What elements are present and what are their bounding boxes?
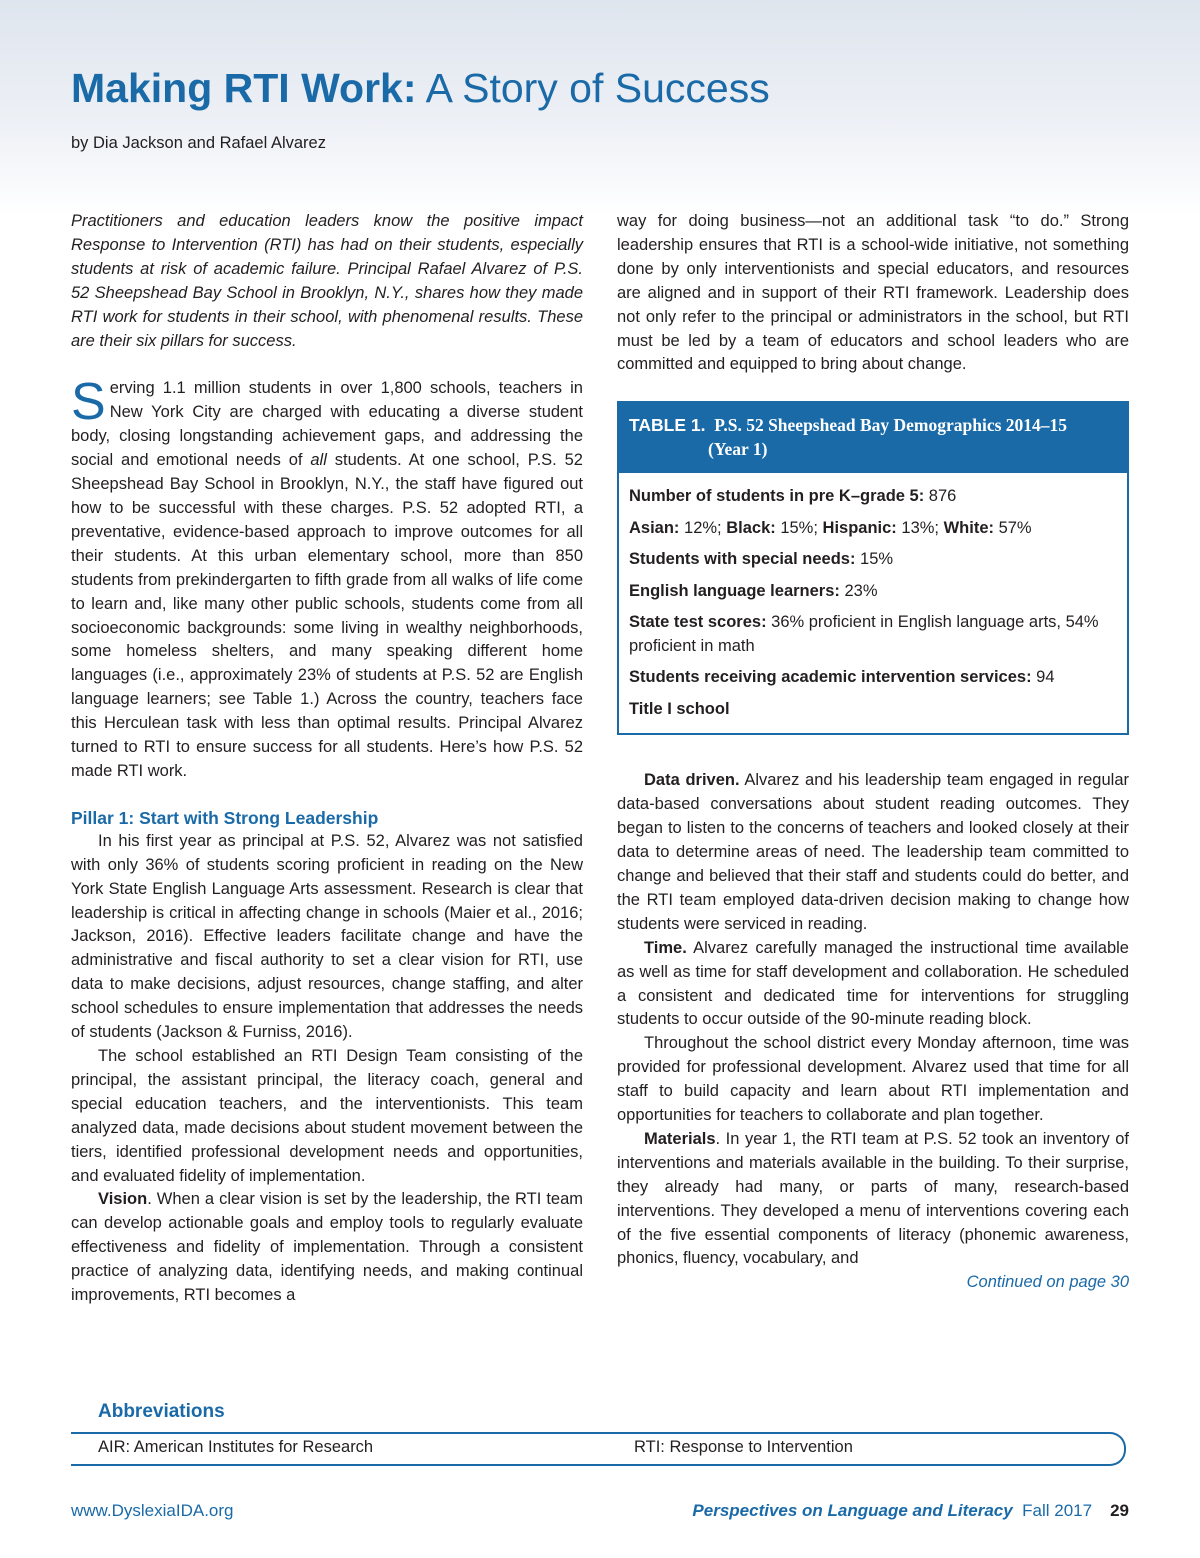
title-rest: A Story of Success xyxy=(425,65,770,111)
time-label: Time. xyxy=(644,938,687,957)
body-p1-b: students. At one school, P.S. 52 Sheepshead Bay School in Brooklyn, N.Y., the staff have figured out how to be successful with these charges. P.S. 52 adopted RTI, a preventative, evidence-based approach to improve outcomes for all their students. At this urban elementary school, more than 850 students from prekindergarten to fifth grade from all walks of life come to learn and, like many other public schools, students come from all socioeconomic backgrounds: some living in wealthy neighborhoods, some homeless shelters, and many speaking different home languages (i.e., approximately 23% of students at P.S. 52 are English language learners; see Table 1.) Across the country, teachers face this Herculean task with less than optimal results. Principal Alvarez turned to RTI to ensure success for all students. Here’s how P.S. 52 made RTI work. xyxy=(71,451,583,780)
materials-text: . In year 1, the RTI team at P.S. 52 took an inventory of interventions and materials available in the building. To their surprise, they already had many, or parts of many, research-based interventions. They developed a menu of interventions covering each of the five essential components of literacy (phonemic awareness, phonics, fluency, vocabulary, and xyxy=(617,1129,1129,1268)
vision-text: . When a clear vision is set by the leadership, the RTI team can develop actionable goals and employ tools to regularly evaluate effectiveness and fidelity of implementation. Through a consistent practice of analyzing data, identifying needs, and making continual improvements, RTI becomes a xyxy=(71,1190,583,1305)
table-body xyxy=(619,473,1127,733)
data-driven-label: Data driven. xyxy=(644,771,740,790)
table-label: TABLE 1. xyxy=(629,415,706,436)
intro-paragraph: Practitioners and education leaders know the positive impact Response to Intervention (RTI) has had on their students, especially students at risk of academic failure. Principal Rafael Alvarez of P.S. 52 Sheepshead Bay School in Brooklyn, N.Y., shares how they made RTI work for students in their school, with phenomenal results. These are their six pillars for success. xyxy=(71,212,583,350)
pillar-1-paragraph-1: In his first year as principal at P.S. 52, Alvarez was not satisfied with only 36% of students scoring proficient in reading on the New York State English Language Arts assessment. Research is clear that leadership is critical in affecting change in schools (Maier et al., 2016; Jackson, 2016). Effective leaders facilitate change and have the administrative and fiscal authority to set a clear vision for RTI, use data to make decisions, adjust resources, change staffing, and alter school schedules to ensure implementation that addresses the needs of students (Jackson & Furniss, 2016). xyxy=(71,831,583,1042)
right-paragraph-1: way for doing business—not an additional task “to do.” Strong leadership ensures that RTI is a school-wide initiative, not something done by only interventionists and special educators, and resources are aligned and in support of their RTI framework. Leadership does not only refer to the principal or administrators in the school, but RTI must be led by a team of educators and school leaders who are committed and equipped to bring about change. xyxy=(617,212,1129,374)
row-value: 12%; xyxy=(679,518,727,537)
row-value: 15% xyxy=(855,550,894,569)
row-value: 13%; xyxy=(896,518,944,537)
row-label: Hispanic: xyxy=(822,518,897,537)
row-value: 57% xyxy=(994,518,1032,537)
table-row-title-i xyxy=(629,698,1117,722)
data-driven-text: Alvarez and his leadership team engaged in regular data-based conversations about student reading outcomes. They began to listen to the concerns of teachers and looked closely at their data to determine areas of need. The leadership team committed to change and believed that their staff and students could do better, and the RTI team employed data-driven decision making to change how students were serviced in reading. xyxy=(617,771,1129,933)
row-label: Black: xyxy=(726,518,776,537)
continued-link[interactable]: Continued on page 30 xyxy=(966,1273,1129,1292)
row-label: White: xyxy=(943,518,994,537)
row-value: 23% xyxy=(839,581,878,600)
article-title xyxy=(71,60,770,116)
materials-paragraph xyxy=(617,1128,1129,1271)
table-row-ethnicity xyxy=(629,517,1117,541)
body-p1-emphasis: all xyxy=(310,451,327,470)
table-row-special-needs xyxy=(629,548,1117,572)
time-text: Alvarez carefully managed the instructional time available as well as time for staff development and collaboration. He scheduled a consistent and dedicated time for interventions for struggling students to occur outside of the 90-minute reading block. xyxy=(617,938,1129,1029)
row-label: Students with special needs: xyxy=(629,550,856,569)
footer-website[interactable]: www.DyslexiaIDA.org xyxy=(71,1501,234,1520)
abbreviations-title: Abbreviations xyxy=(98,1401,225,1422)
row-label: State test scores: xyxy=(629,613,767,632)
row-label: Number of students in pre K–grade 5: xyxy=(629,487,925,506)
row-label: Title I school xyxy=(629,699,730,718)
table-header xyxy=(619,403,1127,473)
monday-paragraph: Throughout the school district every Monday afternoon, time was provided for professional development. Alvarez used that time for all staff to build capacity and learn about RTI implementation and opportunities for teachers to collaborate and plan together. xyxy=(617,1034,1129,1125)
row-label: Asian: xyxy=(629,518,680,537)
data-driven-paragraph xyxy=(617,769,1129,936)
row-label: English language learners: xyxy=(629,581,840,600)
table-row-intervention xyxy=(629,666,1117,690)
title-bold: Making RTI Work: xyxy=(71,65,417,111)
issue: Fall 2017 xyxy=(1022,1501,1093,1520)
table-title-line-2: (Year 1) xyxy=(708,439,768,460)
row-label: Students receiving academic intervention services: xyxy=(629,668,1032,687)
demographics-table xyxy=(617,401,1129,735)
table-row-ell xyxy=(629,580,1117,604)
pillar-1-heading: Pillar 1: Start with Strong Leadership xyxy=(71,807,379,828)
vision-paragraph xyxy=(71,1188,583,1308)
drop-cap: S xyxy=(71,373,106,432)
byline: by Dia Jackson and Rafael Alvarez xyxy=(71,134,326,152)
row-value: 15%; xyxy=(775,518,823,537)
table-row-test-scores xyxy=(629,611,1117,658)
footer-publication-info xyxy=(692,1501,1129,1521)
page-number: 29 xyxy=(1110,1501,1129,1520)
table-title-line-1 xyxy=(629,413,1117,437)
publication-name: Perspectives on Language and Literacy xyxy=(692,1501,1013,1520)
body-p1-a: erving 1.1 million students in over 1,800 schools, teachers in New York City are charged with educating a diverse student body, closing longstanding achievement gaps, and addressing the social and emotional needs of xyxy=(71,379,583,470)
row-value: 36% proficient in English language arts, 54% proficient in math xyxy=(629,613,1099,655)
table-row-students xyxy=(629,485,1117,509)
right-column xyxy=(617,210,1129,1295)
left-column xyxy=(71,210,583,1308)
materials-label: Materials xyxy=(644,1129,716,1148)
time-paragraph xyxy=(617,937,1129,1033)
abbreviation-air: AIR: American Institutes for Research xyxy=(98,1438,374,1456)
body-paragraph-1 xyxy=(71,373,583,783)
table-title: P.S. 52 Sheepshead Bay Demographics 2014–15 xyxy=(714,415,1068,436)
pillar-1-paragraph-2: The school established an RTI Design Team consisting of the principal, the assistant principal, the literacy coach, general and special education teachers, and the interventionists. This team analyzed data, made decisions about student movement between the tiers, identified professional development needs and opportunities, and evaluated fidelity of implementation. xyxy=(71,1047,583,1185)
abbreviation-rti: RTI: Response to Intervention xyxy=(634,1438,853,1456)
vision-label: Vision xyxy=(98,1190,148,1209)
row-value: 876 xyxy=(924,487,957,506)
row-value: 94 xyxy=(1031,668,1055,687)
